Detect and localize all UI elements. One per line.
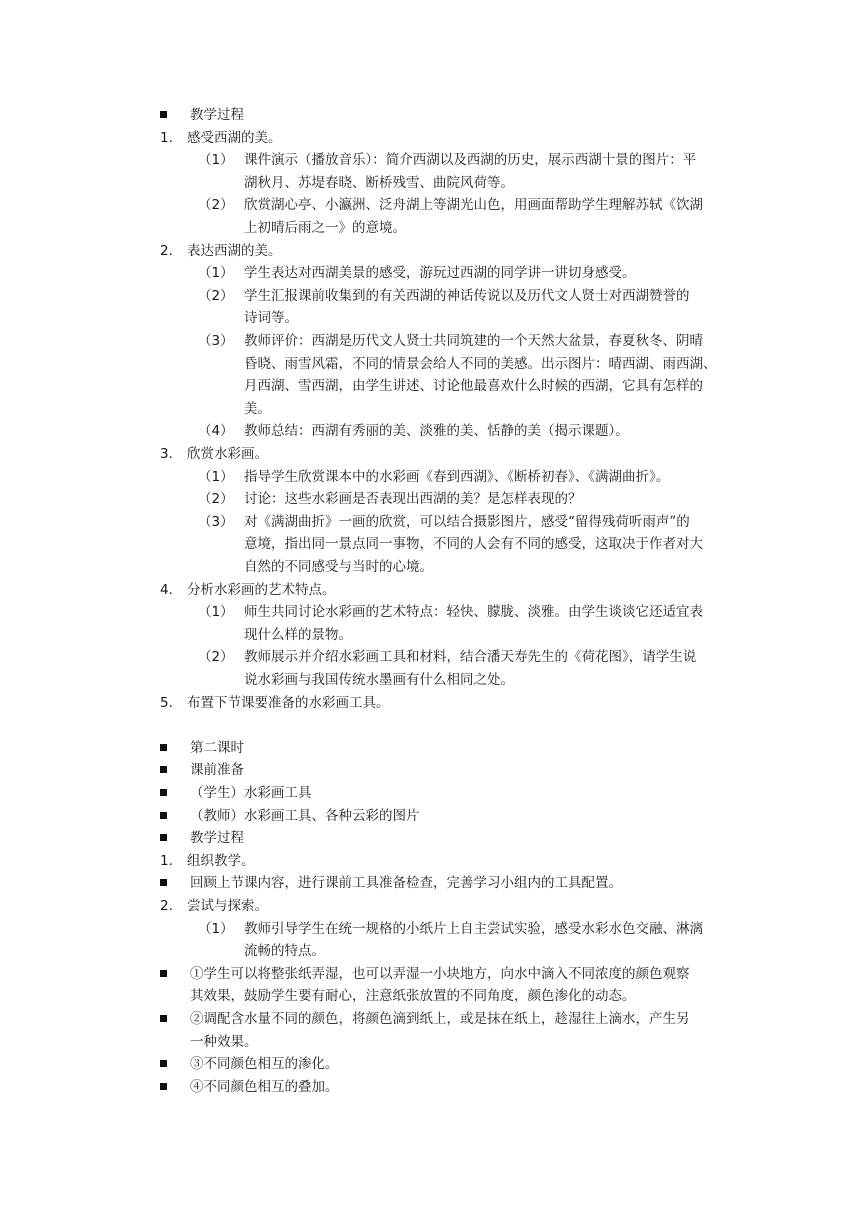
bullet-square-icon	[160, 970, 167, 977]
subitem-text: 教师评价：西湖是历代文人贤士共同筑建的一个天然大盆景，春夏秋冬、阴晴	[244, 333, 703, 349]
item-text: 布置下节课要准备的水彩画工具。	[187, 694, 390, 711]
bullet-marker	[160, 827, 167, 849]
item-number: 5.	[160, 694, 173, 711]
bullet-text: ④不同颜色相互的叠加。	[190, 1078, 339, 1095]
bullet-square-icon	[160, 789, 167, 796]
bullet-square-icon	[160, 834, 167, 841]
subitem-number: （2）	[198, 491, 234, 508]
subitem-number: （1）	[198, 468, 234, 485]
subitem-text: 上初晴后雨之一》的意境。	[244, 220, 406, 236]
subitem-text: 诗词等。	[244, 310, 298, 327]
subitem-text: 指导学生欣赏课本中的水彩画《春到西湖》、《断桥初春》、《满湖曲折》。	[244, 468, 670, 485]
bullet-square-icon	[160, 1083, 167, 1090]
subitem-text: 自然的不同感受与当时的心境。	[244, 559, 433, 575]
subitem-text: 课件演示（播放音乐）：简介西湖以及西湖的历史，展示西湖十景的图片：平	[244, 152, 697, 169]
bullet-marker	[160, 782, 167, 804]
subitem-text: 意境，指出同一景点同一事物，不同的人会有不同的感受，这取决于作者对大	[244, 536, 703, 553]
bullet-text: 教学过程	[190, 830, 244, 847]
item-text: 分析水彩画的艺术特点。	[187, 581, 336, 598]
subitem-text: 讨论：这些水彩画是否表现出西湖的美？是怎样表现的？	[244, 491, 582, 508]
subitem-text: 现什么样的景物。	[244, 626, 352, 643]
bullet-marker	[160, 963, 167, 985]
item-number: 2.	[160, 898, 173, 914]
bullet-text: 其效果，鼓励学生要有耐心，注意纸张放置的不同角度，颜色渗化的动态。	[190, 988, 636, 1005]
bullet-marker	[160, 1053, 167, 1075]
subitem-number: （1）	[198, 265, 234, 282]
bullet-text: 第二课时	[190, 739, 244, 756]
item-number: 3.	[160, 446, 173, 462]
bullet-square-icon	[160, 744, 167, 751]
subitem-text: 流畅的特点。	[244, 943, 325, 960]
item-number: 2.	[160, 242, 173, 259]
bullet-marker	[160, 759, 167, 781]
bullet-square-icon	[160, 766, 167, 773]
bullet-square-icon	[160, 879, 167, 886]
subitem-number: （1）	[198, 152, 234, 169]
bullet-text: 一种效果。	[190, 1033, 258, 1050]
bullet-square-icon	[160, 1015, 167, 1022]
subitem-text: 师生共同讨论水彩画的艺术特点：轻快、朦胧、淡雅。由学生谈谈它还适宜表	[244, 604, 703, 621]
item-text: 欣赏水彩画。	[187, 446, 268, 462]
subitem-text: 教师总结：西湖有秀丽的美、淡雅的美、恬静的美（揭示课题）。	[244, 423, 629, 440]
item-text: 表达西湖的美。	[187, 242, 282, 259]
bullet-text: 回顾上节课内容，进行课前工具准备检查，完善学习小组内的工具配置。	[190, 875, 622, 892]
bullet-text: 教学过程	[190, 107, 244, 123]
subitem-number: （1）	[198, 920, 234, 937]
bullet-text: ②调配含水量不同的颜色，将颜色滴到纸上，或是抹在纸上，趁湿往上滴水，产生另	[190, 1011, 690, 1027]
item-text: 组织教学。	[187, 852, 255, 869]
bullet-text: （教师）水彩画工具、各种云彩的图片	[190, 807, 420, 824]
bullet-marker	[160, 1008, 167, 1030]
item-number: 4.	[160, 581, 173, 598]
bullet-marker	[160, 1076, 167, 1098]
subitem-text: 说水彩画与我国传统水墨画有什么相同之处。	[244, 672, 514, 688]
bullet-marker	[160, 104, 167, 126]
subitem-text: 月西湖、雪西湖，由学生讲述、讨论他最喜欢什么时候的西湖，它具有怎样的	[244, 378, 703, 395]
item-text: 尝试与探索。	[187, 898, 268, 914]
subitem-number: （3）	[198, 513, 234, 530]
item-text: 感受西湖的美。	[187, 129, 282, 146]
bullet-square-icon	[160, 1060, 167, 1067]
subitem-text: 美。	[244, 400, 271, 417]
item-number: 1.	[160, 129, 173, 146]
bullet-square-icon	[160, 812, 167, 819]
subitem-text: 教师展示并介绍水彩画工具和材料，结合潘天寿先生的《荷花图》，请学生说	[244, 649, 697, 666]
subitem-text: 昏晓、雨雪风霜，不同的情景会给人不同的美感。出示图片：晴西湖、雨西湖、	[244, 355, 717, 372]
bullet-square-icon	[160, 111, 167, 118]
bullet-marker	[160, 737, 167, 759]
bullet-marker	[160, 872, 167, 894]
bullet-text: 课前准备	[190, 762, 244, 779]
subitem-text: 湖秋月、苏堤春晓、断桥残雪、曲院风荷等。	[244, 174, 514, 191]
item-number: 1.	[160, 852, 173, 869]
subitem-number: （2）	[198, 649, 234, 666]
bullet-text: ③不同颜色相互的渗化。	[190, 1056, 339, 1073]
subitem-text: 学生表达对西湖美景的感受，游玩过西湖的同学讲一讲切身感受。	[244, 265, 636, 282]
subitem-text: 欣赏湖心亭、小瀛洲、泛舟湖上等湖光山色，用画面帮助学生理解苏轼《饮湖	[244, 197, 703, 214]
subitem-text: 教师引导学生在统一规格的小纸片上自主尝试实验，感受水彩水色交融、淋漓	[244, 920, 703, 937]
bullet-text: ①学生可以将整张纸弄湿，也可以弄湿一小块地方，向水中滴入不同浓度的颜色观察	[190, 965, 690, 982]
subitem-text: 对《满湖曲折》一画的欣赏，可以结合摄影图片，感受“留得残荷听雨声”的	[244, 513, 690, 530]
subitem-number: （4）	[198, 423, 234, 440]
subitem-number: （2）	[198, 197, 234, 214]
subitem-text: 学生汇报课前收集到的有关西湖的神话传说以及历代文人贤士对西湖赞誉的	[244, 287, 690, 304]
bullet-text: （学生）水彩画工具	[190, 785, 312, 801]
subitem-number: （2）	[198, 287, 234, 304]
subitem-number: （1）	[198, 604, 234, 621]
bullet-marker	[160, 805, 167, 827]
subitem-number: （3）	[198, 333, 234, 349]
